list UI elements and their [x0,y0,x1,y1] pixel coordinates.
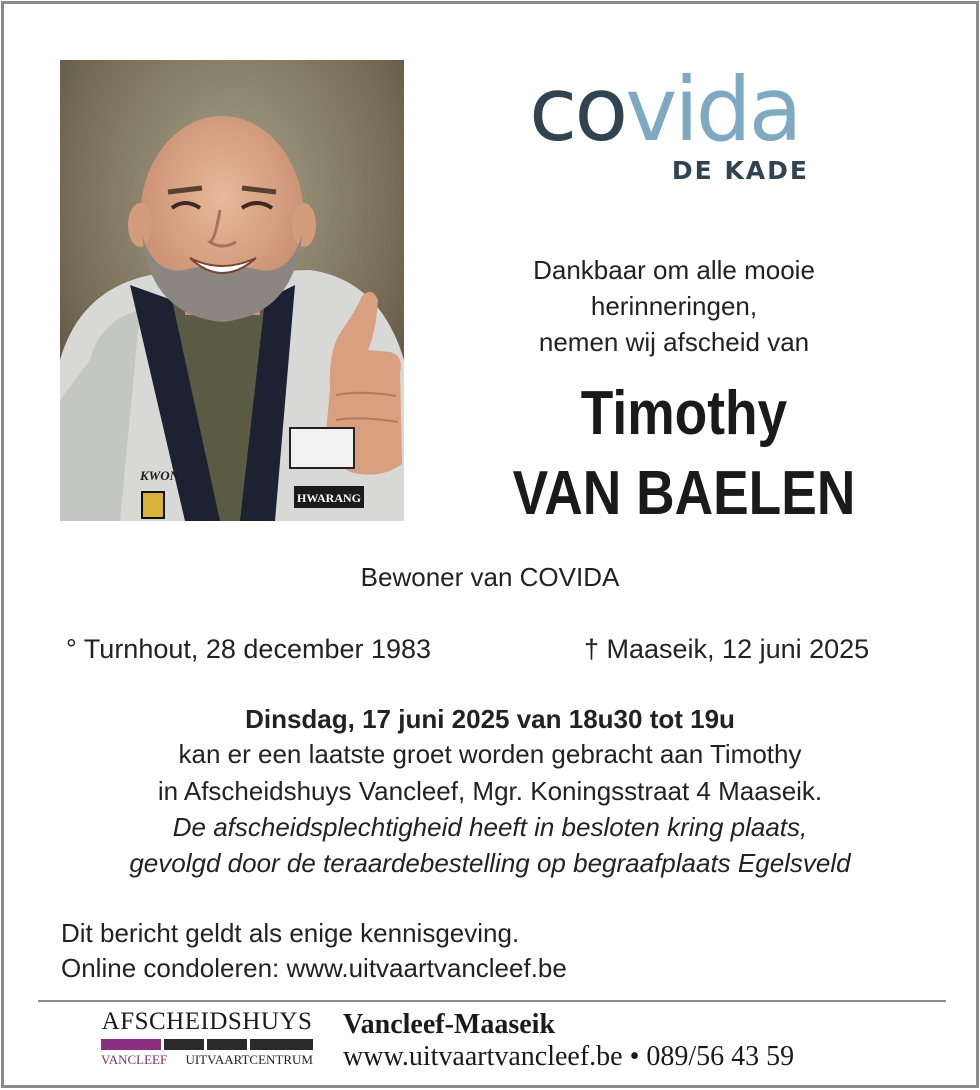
resident-description: Bewoner van COVIDA [360,562,620,592]
afscheidshuys-logo [101,1008,313,1074]
intro-line-2: herinneringen, [590,291,758,321]
service-line-3: in Afscheidshuys Vancleef, Mgr. Koningsstraat 4 Maaseik. [157,776,823,806]
notice-line-2: Online condoleren: www.uitvaartvancleef.be [61,953,567,983]
company-contact: www.uitvaartvancleef.be • 089/56 43 59 [343,1041,795,1072]
footer-divider [38,1000,946,1002]
first-name: Timothy [580,379,788,448]
intro-line-1: Dankbaar om alle mooie [533,255,815,285]
service-line-2: kan er een laatste groet worden gebracht aan Timothy [178,739,802,769]
service-date: Dinsdag, 17 juni 2025 van 18u30 tot 19u [245,704,735,734]
patch-left-text: KWON [140,468,180,483]
logo-vida: vida [625,64,800,154]
afscheidshuys-logo-sub [101,1052,313,1068]
covida-wordmark-text [529,64,800,154]
covida-logo [529,64,819,194]
intro-line-3: nemen wij afscheid van [538,327,810,357]
obituary-card [1,1,979,1088]
service-line-4: De afscheidsplechtigheid heeft in besloten kring plaats, [172,812,808,842]
company-name: Vancleef-Maaseik [343,1009,556,1040]
logo-subtitle: DE KADE [671,156,809,185]
notice-line-1: Dit bericht geldt als enige kennisgeving. [61,918,520,948]
birth-date: ° Turnhout, 28 december 1983 [66,634,432,664]
last-name: VAN BAELEN [512,459,856,528]
logo-co: co [529,64,626,154]
logo-vancleef: VANCLEEF [101,1052,168,1067]
afscheidshuys-logo-main: AFSCHEIDSHUYS [101,1008,313,1035]
death-date: † Maaseik, 12 juni 2025 [584,634,870,664]
logo-uitvaartcentrum: UITVAARTCENTRUM [185,1052,313,1067]
portrait-photo [60,60,404,521]
service-line-5: gevolgd door de teraardebestelling op begraafplaats Egelsveld [129,848,851,878]
patch-right-text: HWARANG [296,491,362,505]
afscheidshuys-logo-bar [101,1039,313,1050]
covida-wordmark [529,64,819,154]
portrait-illustration [60,60,404,521]
